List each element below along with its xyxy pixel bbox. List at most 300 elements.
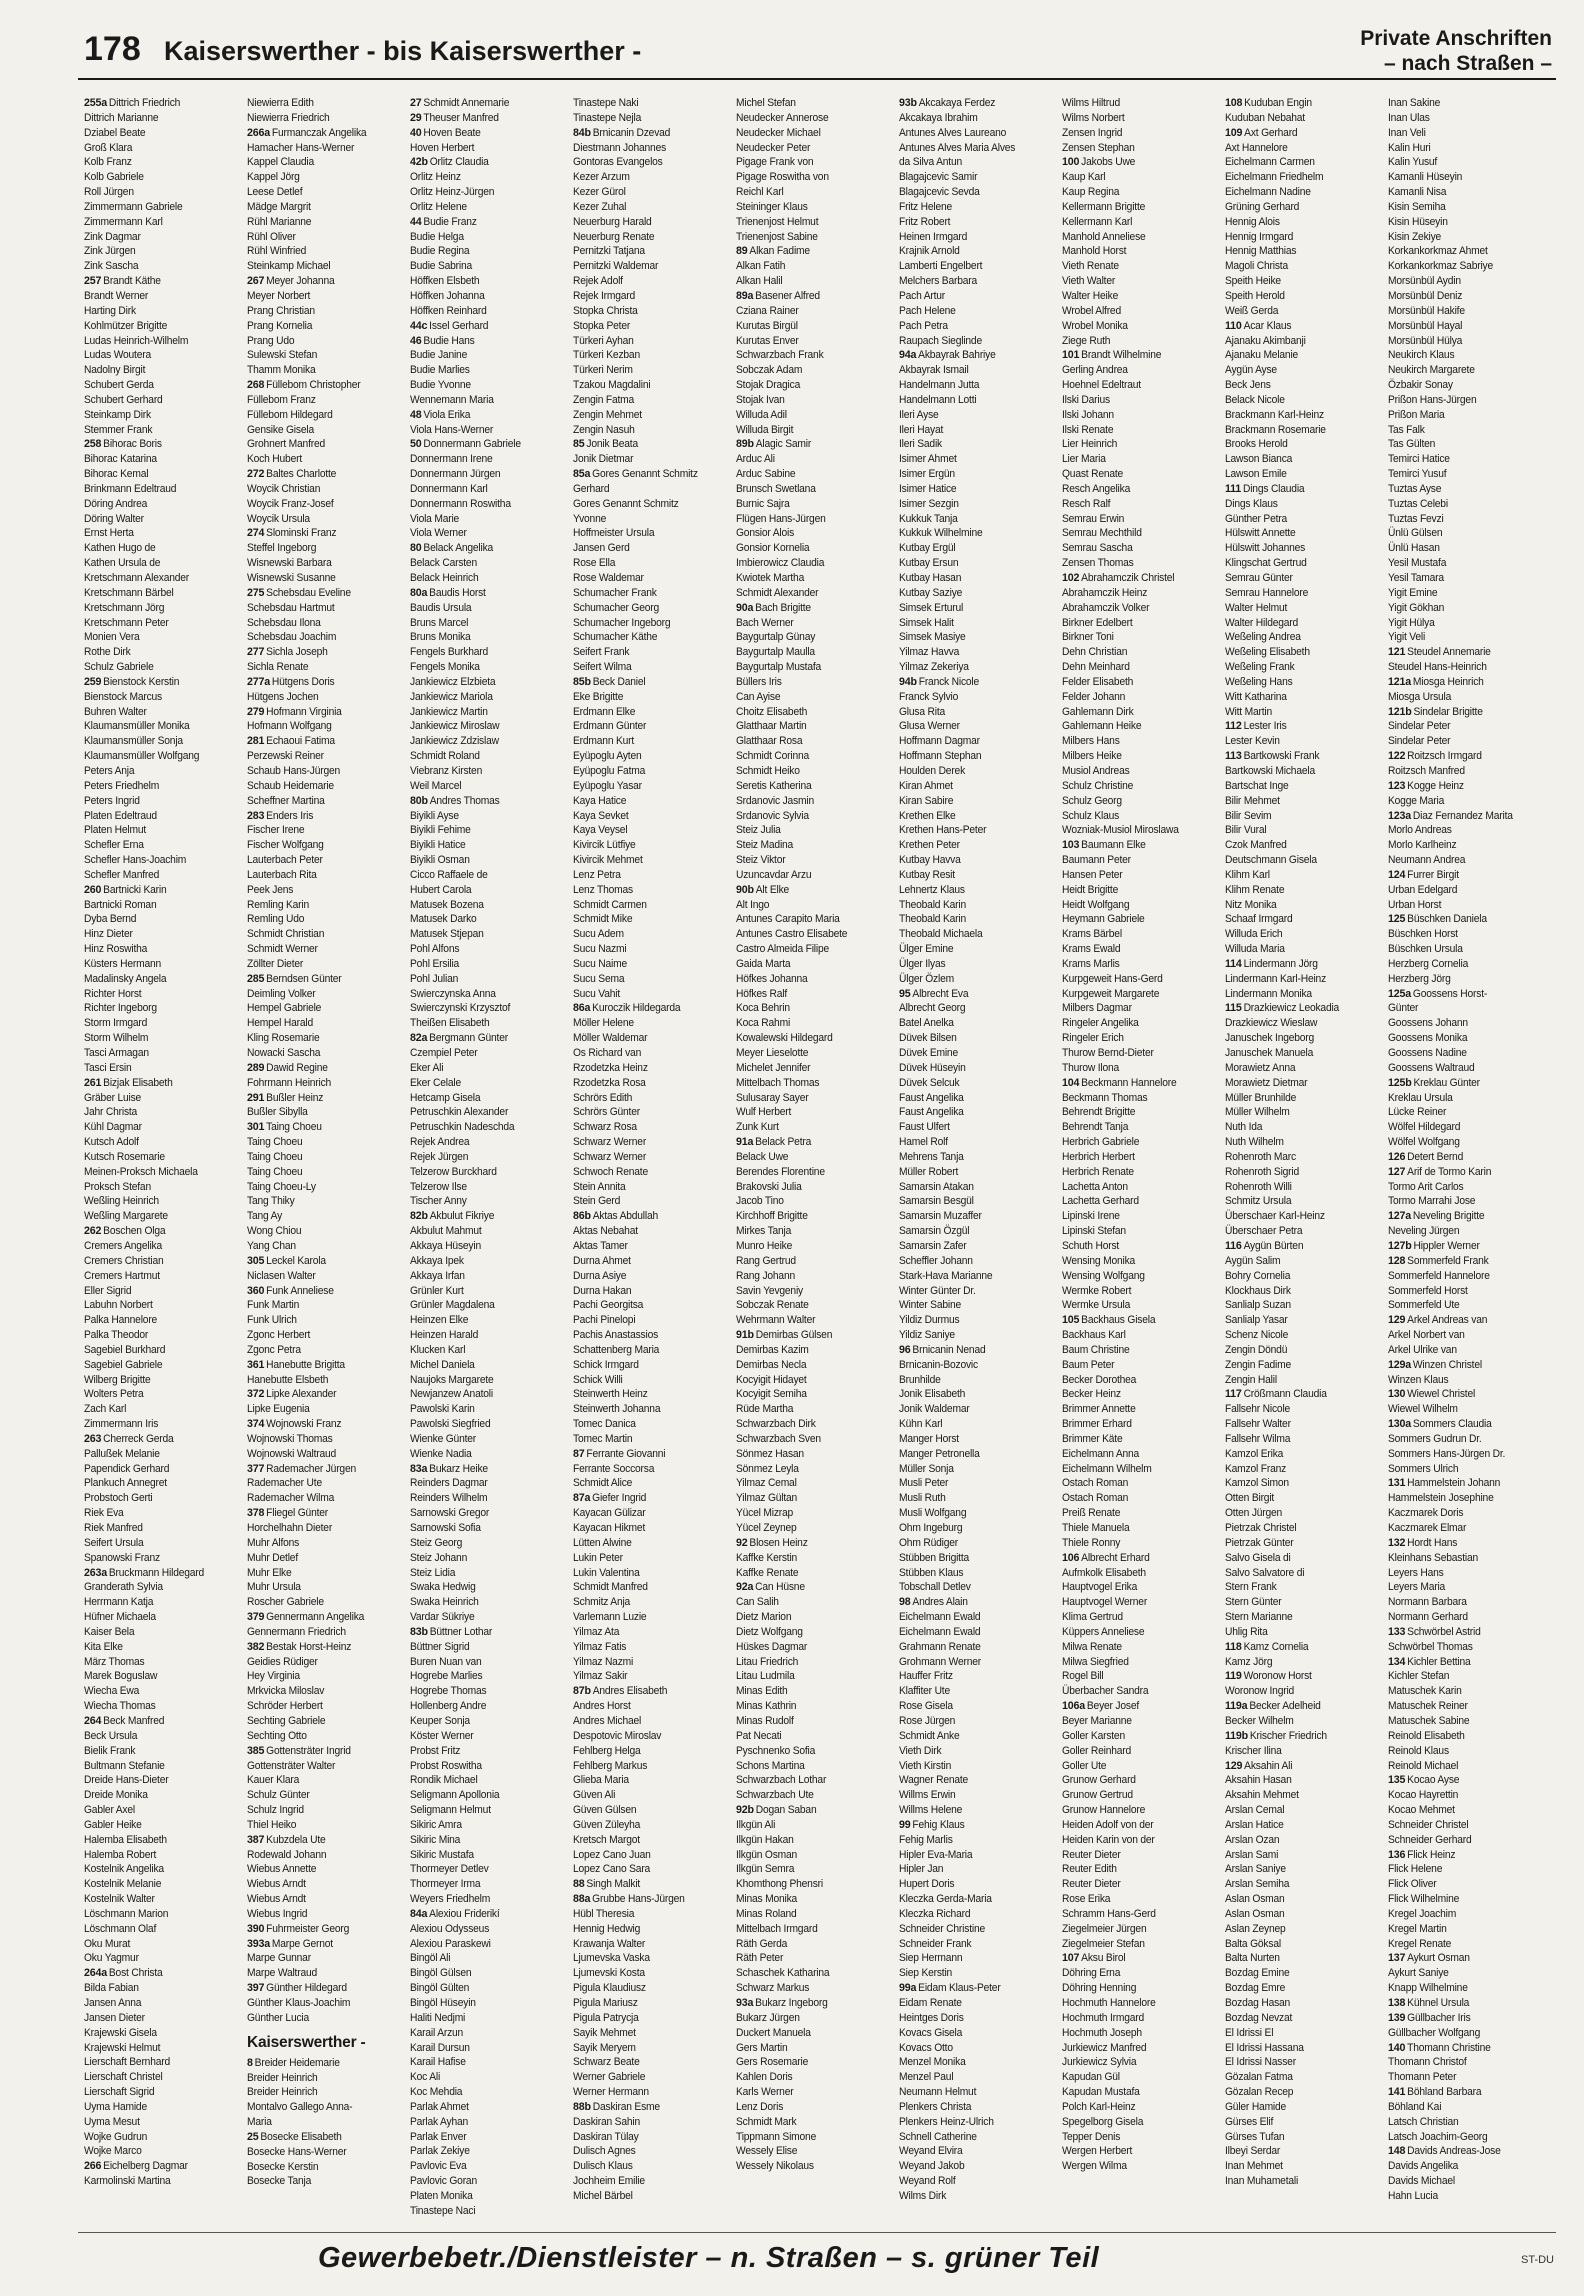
resident-entry [1225, 423, 1383, 438]
resident-name: Bosecke Elisabeth [260, 2130, 342, 2143]
resident-name: Lierschaft Sigrid [84, 2086, 155, 2099]
resident-entry [410, 601, 568, 616]
resident-name: Boschen Olga [103, 1225, 166, 1238]
resident-name: Schebsdau Eveline [266, 586, 351, 599]
resident-entry [410, 1922, 568, 1937]
resident-name: Lipinski Irene [1062, 1210, 1120, 1223]
resident-name: Hochmuth Hannelore [1062, 1997, 1156, 2009]
resident-name: Minas Monika [736, 1893, 798, 1906]
resident-name: Eller Sigrid [84, 1284, 132, 1297]
resident-entry [1062, 2070, 1220, 2085]
section-label-line1: Private Anschriften [1360, 27, 1552, 50]
resident-entry [1062, 1358, 1220, 1373]
house-number: 125b [1388, 1076, 1412, 1089]
resident-entry [899, 927, 1057, 942]
resident-name: Bienstock Marcus [84, 690, 162, 703]
resident-name: Sommers Claudia [1412, 1418, 1492, 1431]
resident-name: Woronow Horst [1243, 1670, 1312, 1683]
resident-name: Schwarz Beate [573, 2056, 640, 2069]
resident-entry [1388, 601, 1546, 616]
house-number: 88b [573, 2100, 591, 2113]
resident-name: Andres Horst [573, 1700, 631, 1713]
resident-entry [1062, 512, 1220, 527]
resident-name: Telzerow Burckhard [410, 1165, 497, 1178]
house-number: 372 [247, 1388, 265, 1401]
resident-entry [1062, 675, 1220, 690]
resident-name: Reuter Dieter [1062, 1878, 1121, 1891]
resident-name: Peters Ingrid [84, 794, 140, 807]
resident-entry [247, 719, 405, 734]
resident-entry [84, 1536, 242, 1551]
resident-entry [1225, 1803, 1383, 1818]
resident-entry [736, 393, 894, 408]
resident-entry [736, 1150, 894, 1165]
resident-entry [410, 1714, 568, 1729]
resident-entry [84, 1818, 242, 1833]
resident-name: Ferrante Giovanni [586, 1447, 666, 1460]
house-number: 116 [1225, 1239, 1242, 1252]
resident-name: Sommerfeld Ute [1388, 1299, 1460, 1312]
resident-entry [1225, 1521, 1383, 1536]
resident-entry [410, 838, 568, 853]
resident-name: Stern Marianne [1225, 1611, 1293, 1624]
resident-entry [1388, 823, 1546, 838]
resident-name: Pavlovic Goran [410, 2175, 477, 2188]
resident-entry [247, 1165, 405, 1180]
resident-name: Pyschnenko Sofia [736, 1744, 816, 1757]
resident-name: Stopka Peter [573, 319, 631, 332]
house-number: 40 [410, 126, 422, 139]
resident-name: Zengin Nasuh [573, 423, 635, 436]
resident-name: Jankiewicz Mariola [410, 690, 493, 703]
resident-entry [410, 1729, 568, 1744]
resident-entry [1388, 1105, 1546, 1120]
resident-entry [1388, 1313, 1546, 1328]
resident-entry [736, 1625, 894, 1640]
resident-entry [899, 1402, 1057, 1417]
resident-entry [899, 363, 1057, 378]
resident-name: Krawanja Walter [573, 1937, 646, 1950]
resident-entry [84, 853, 242, 868]
resident-entry [736, 304, 894, 319]
resident-name: Korkankorkmaz Ahmet [1388, 245, 1488, 258]
resident-entry [899, 1091, 1057, 1106]
resident-entry [1062, 452, 1220, 467]
resident-entry [1225, 1862, 1383, 1877]
house-number: 89b [736, 438, 754, 451]
resident-entry [1062, 1966, 1220, 1981]
resident-entry [736, 883, 894, 898]
resident-entry [899, 912, 1057, 927]
resident-name: Hahn Lucia [1388, 2189, 1439, 2202]
resident-name: Pigage Roswitha von [736, 171, 829, 184]
house-number: 124 [1388, 868, 1406, 881]
resident-entry [84, 556, 242, 571]
resident-name: Ilkgün Ali [736, 1818, 776, 1831]
resident-name: Sikiric Mina [410, 1833, 461, 1846]
resident-name: Füllebom Franz [247, 393, 316, 406]
resident-name: Ünlü Hasan [1388, 542, 1440, 555]
resident-name: Prißon Maria [1388, 408, 1445, 421]
resident-name: Kamzol Simon [1225, 1477, 1289, 1490]
resident-entry [1388, 1254, 1546, 1269]
house-number: 89a [736, 289, 754, 302]
resident-name: Januschek Manuela [1225, 1047, 1314, 1059]
resident-entry [736, 1729, 894, 1744]
resident-entry [1225, 1091, 1383, 1106]
resident-name: Demirbas Kazim [736, 1343, 809, 1356]
resident-entry [573, 259, 731, 274]
resident-name: Wergen Wilma [1062, 2160, 1127, 2173]
resident-name: Weyand Elvira [899, 2145, 963, 2158]
resident-entry [84, 1209, 242, 1224]
resident-entry [410, 1105, 568, 1120]
resident-name: Tinastepe Nejla [573, 111, 642, 124]
resident-entry [410, 690, 568, 705]
resident-name: Hinz Dieter [84, 928, 133, 941]
resident-name: Weyand Jakob [899, 2160, 965, 2173]
resident-entry [573, 482, 731, 497]
house-number: 289 [247, 1061, 265, 1074]
resident-entry [410, 1209, 568, 1224]
resident-entry [410, 215, 568, 230]
resident-name: Acar Klaus [1243, 319, 1292, 332]
resident-entry [1225, 1655, 1383, 1670]
house-number: 113 [1225, 750, 1242, 763]
house-number: 279 [247, 705, 265, 718]
resident-name: Nuth Ida [1225, 1121, 1263, 1134]
house-number: 258 [84, 438, 102, 451]
resident-entry [899, 437, 1057, 452]
resident-name: Backhaus Karl [1062, 1329, 1126, 1342]
resident-entry [410, 957, 568, 972]
resident-entry [573, 1284, 731, 1299]
resident-entry [84, 1610, 242, 1625]
resident-entry [410, 1402, 568, 1417]
resident-name: Hochmuth Joseph [1062, 2026, 1142, 2039]
resident-name: Döring Walter [84, 512, 144, 525]
resident-name: Pietrzak Günter [1225, 1536, 1294, 1549]
resident-name: Zink Dagmar [84, 230, 141, 243]
resident-name: Küppers Anneliese [1062, 1625, 1145, 1638]
resident-name: Bizjak Elisabeth [103, 1076, 173, 1089]
resident-name: Jurkiewicz Sylvia [1062, 2056, 1137, 2069]
resident-name: Litau Friedrich [736, 1655, 799, 1668]
resident-name: Herbrich Herbert [1062, 1150, 1135, 1163]
resident-entry [1225, 1892, 1383, 1907]
resident-entry [247, 1447, 405, 1462]
resident-name: Grünler Kurt [410, 1284, 464, 1297]
resident-name: Schmidt Heiko [736, 764, 800, 777]
resident-name: Thurow Ilona [1062, 1061, 1120, 1074]
resident-entry [247, 1669, 405, 1684]
resident-name: Halemba Robert [84, 1848, 157, 1861]
resident-entry [736, 1447, 894, 1462]
resident-entry [1225, 1981, 1383, 1996]
resident-entry [247, 1966, 405, 1981]
resident-entry [84, 1729, 242, 1744]
resident-name: Isimer Sezgin [899, 497, 959, 510]
resident-name: Theuser Manfred [423, 111, 499, 124]
resident-name: Taing Choeu [247, 1136, 303, 1149]
resident-entry [736, 1922, 894, 1937]
resident-name: Hamel Rolf [899, 1136, 948, 1149]
resident-name: Furmanczak Angelika [271, 126, 367, 139]
resident-name: Baltes Charlotte [266, 468, 337, 481]
resident-entry [84, 2130, 242, 2145]
resident-name: Erdmann Elke [573, 705, 636, 718]
resident-entry [247, 1387, 405, 1402]
resident-name: Baum Christine [1062, 1343, 1130, 1356]
resident-entry [573, 1551, 731, 1566]
resident-entry [1062, 1580, 1220, 1595]
resident-entry [84, 526, 242, 541]
resident-entry [899, 141, 1057, 156]
resident-name: Gers Martin [736, 2041, 788, 2054]
resident-entry [1225, 1922, 1383, 1937]
resident-name: Enders Iris [266, 809, 314, 822]
resident-entry [1388, 1150, 1546, 1165]
resident-name: Storm Wilhelm [84, 1032, 149, 1045]
resident-name: Belack Heinrich [410, 572, 479, 584]
resident-entry [899, 1684, 1057, 1699]
resident-entry [247, 1432, 405, 1447]
resident-entry [899, 1491, 1057, 1506]
resident-entry [1062, 437, 1220, 452]
resident-name: Sommers Hans-Jürgen Dr. [1388, 1447, 1506, 1460]
resident-entry [899, 482, 1057, 497]
resident-entry [899, 467, 1057, 482]
resident-entry [573, 1417, 731, 1432]
resident-name: Alt Ingo [736, 898, 770, 911]
resident-entry [573, 1091, 731, 1106]
resident-name: Munro Heike [736, 1239, 793, 1252]
resident-entry [1062, 1031, 1220, 1046]
house-number: 108 [1225, 97, 1243, 109]
resident-name: Pigula Patrycja [573, 2011, 639, 2024]
resident-entry [410, 452, 568, 467]
resident-name: Minas Roland [736, 1907, 797, 1920]
resident-entry [899, 1046, 1057, 1061]
house-number: 29 [410, 111, 422, 124]
resident-entry [899, 838, 1057, 853]
resident-name: Grohmann Werner [899, 1655, 982, 1668]
resident-entry [84, 408, 242, 423]
resident-entry [410, 155, 568, 170]
resident-entry [84, 111, 242, 126]
resident-entry [1388, 1031, 1546, 1046]
resident-entry [1062, 2115, 1220, 2130]
resident-entry [736, 1076, 894, 1091]
resident-entry [247, 660, 405, 675]
resident-entry [573, 437, 731, 452]
resident-name: Tinastepe Naci [410, 2204, 476, 2217]
resident-name: Glatthaar Martin [736, 720, 807, 733]
resident-entry [410, 794, 568, 809]
resident-entry [1225, 378, 1383, 393]
resident-name: Zimmermann Iris [84, 1418, 159, 1431]
resident-name: Wilms Hiltrud [1062, 97, 1121, 109]
resident-name: Rothe Dirk [84, 646, 131, 659]
resident-name: Muhr Detlef [247, 1551, 298, 1564]
resident-name: Kellermann Karl [1062, 215, 1133, 228]
resident-entry [1388, 1061, 1546, 1076]
resident-entry [1062, 1610, 1220, 1625]
resident-name: Funk Martin [247, 1299, 300, 1312]
resident-entry [410, 2070, 568, 2085]
resident-entry [573, 1669, 731, 1684]
resident-name: Kezer Gürol [573, 186, 626, 199]
resident-name: Rose Jürgen [899, 1714, 956, 1727]
resident-name: Bruns Marcel [410, 616, 469, 629]
resident-name: Manhold Horst [1062, 245, 1127, 258]
resident-name: Aktas Tamer [573, 1239, 628, 1252]
resident-entry [1388, 1491, 1546, 1506]
resident-name: Minas Edith [736, 1685, 788, 1698]
page-title: Kaiserswerther - bis Kaiserswerther - [164, 36, 642, 66]
resident-entry [1225, 1699, 1383, 1714]
resident-entry [84, 126, 242, 141]
resident-entry [1062, 1744, 1220, 1759]
resident-entry [573, 1209, 731, 1224]
resident-name: Jonik Dietmar [573, 453, 634, 466]
resident-name: Döhring Henning [1062, 1982, 1137, 1995]
resident-entry [1388, 1981, 1546, 1996]
resident-entry [84, 1521, 242, 1536]
resident-name: Ülger Özlem [899, 972, 954, 985]
resident-entry [410, 1848, 568, 1863]
resident-name: Karail Hafise [410, 2056, 466, 2069]
resident-entry [736, 200, 894, 215]
resident-name: Lipke Alexander [266, 1388, 337, 1401]
resident-name: Aksahin Mehmet [1225, 1789, 1299, 1802]
resident-entry [1062, 541, 1220, 556]
resident-entry [736, 452, 894, 467]
resident-entry [1388, 883, 1546, 898]
resident-name: Samarsin Atakan [899, 1180, 974, 1193]
resident-entry [1225, 734, 1383, 749]
resident-name: Karmolinski Martina [84, 2175, 171, 2188]
resident-name: Budie Marlies [410, 364, 470, 377]
resident-name: Kalin Yusuf [1388, 156, 1438, 169]
house-number: 86a [573, 1002, 591, 1015]
resident-name: Semrau Sascha [1062, 542, 1133, 555]
resident-name: Salvo Salvatore di [1225, 1566, 1305, 1579]
resident-entry [1062, 1373, 1220, 1388]
resident-name: Stemmer Frank [84, 423, 153, 436]
resident-name: Leese Detlef [247, 186, 303, 199]
resident-name: Ludas Heinrich-Wilhelm [84, 334, 189, 347]
resident-entry [1388, 1937, 1546, 1952]
resident-name: Woycik Christian [247, 482, 321, 495]
resident-name: Keuper Sonja [410, 1714, 470, 1727]
resident-name: Platen Helmut [84, 824, 147, 837]
resident-name: Kühnel Ursula [1407, 1997, 1470, 2009]
resident-entry [1388, 734, 1546, 749]
resident-name: Matuschek Reiner [1388, 1700, 1468, 1713]
resident-name: Handelmann Jutta [899, 379, 980, 392]
resident-entry [736, 1580, 894, 1595]
resident-entry [736, 1209, 894, 1224]
resident-name: Resch Angelika [1062, 482, 1131, 495]
resident-entry [736, 1714, 894, 1729]
resident-entry [1225, 1343, 1383, 1358]
resident-name: Bingöl Ali [410, 1952, 451, 1965]
resident-name: Felder Johann [1062, 690, 1126, 703]
resident-name: Musli Peter [899, 1477, 949, 1490]
resident-name: Klaumansmüller Sonja [84, 735, 183, 748]
resident-name: Kreklau Günter [1413, 1076, 1480, 1089]
resident-name: Theißen Elisabeth [410, 1017, 490, 1030]
resident-name: Herrmann Katja [84, 1596, 154, 1609]
resident-name: Lopez Cano Juan [573, 1848, 651, 1861]
resident-name: Bingöl Gülten [410, 1982, 470, 1995]
resident-entry [84, 378, 242, 393]
resident-entry [247, 764, 405, 779]
resident-entry [736, 2159, 894, 2174]
resident-entry [899, 1298, 1057, 1313]
house-number: 106 [1062, 1551, 1080, 1564]
resident-entry [410, 1150, 568, 1165]
resident-name: Resch Ralf [1062, 497, 1111, 510]
resident-name: Mittelbach Thomas [736, 1076, 820, 1089]
resident-entry [84, 259, 242, 274]
resident-name: Überschaer Petra [1225, 1225, 1303, 1238]
resident-name: Belack Angelika [423, 542, 494, 555]
house-number: 291 [247, 1091, 265, 1104]
resident-entry [1225, 972, 1383, 987]
resident-name: Steinkamp Michael [247, 260, 331, 273]
resident-name: Tuztas Fevzi [1388, 512, 1444, 525]
house-number: 103 [1062, 839, 1080, 852]
resident-entry [1225, 1759, 1383, 1774]
resident-entry [410, 987, 568, 1002]
resident-name: Plenkers Heinz-Ulrich [899, 2115, 994, 2128]
resident-name: Glusa Werner [899, 720, 960, 733]
resident-entry [736, 660, 894, 675]
resident-name: Ohm Ingeburg [899, 1522, 963, 1534]
resident-entry [1062, 1447, 1220, 1462]
house-number: 88a [573, 1893, 591, 1906]
resident-entry [1062, 200, 1220, 215]
resident-entry [247, 348, 405, 363]
resident-entry [1388, 1566, 1546, 1581]
resident-name: Hey Virginia [247, 1670, 300, 1683]
resident-entry [736, 1595, 894, 1610]
resident-name: Sucu Adem [573, 928, 624, 941]
resident-name: Kivircik Mehmet [573, 854, 643, 867]
resident-name: Sobczak Renate [736, 1299, 809, 1312]
resident-entry [899, 1180, 1057, 1195]
resident-name: Reuter Edith [1062, 1863, 1117, 1876]
resident-name: Behrendt Tanja [1062, 1121, 1129, 1134]
resident-name: Fritz Robert [899, 215, 951, 228]
house-number: 266a [247, 126, 270, 139]
resident-entry [1225, 1061, 1383, 1076]
resident-name: Berndsen Günter [266, 972, 342, 985]
resident-entry [1225, 868, 1383, 883]
resident-name: Kaczmarek Elmar [1388, 1522, 1467, 1534]
resident-name: Wojnowski Franz [266, 1418, 342, 1431]
resident-entry [573, 853, 731, 868]
resident-entry [573, 987, 731, 1002]
resident-entry [1225, 541, 1383, 556]
resident-name: Nuth Wilhelm [1225, 1136, 1284, 1149]
resident-name: Jansen Gerd [573, 542, 630, 555]
resident-entry [899, 2159, 1057, 2174]
house-number: 92b [736, 1804, 754, 1817]
resident-name: Schaub Heidemarie [247, 779, 334, 792]
